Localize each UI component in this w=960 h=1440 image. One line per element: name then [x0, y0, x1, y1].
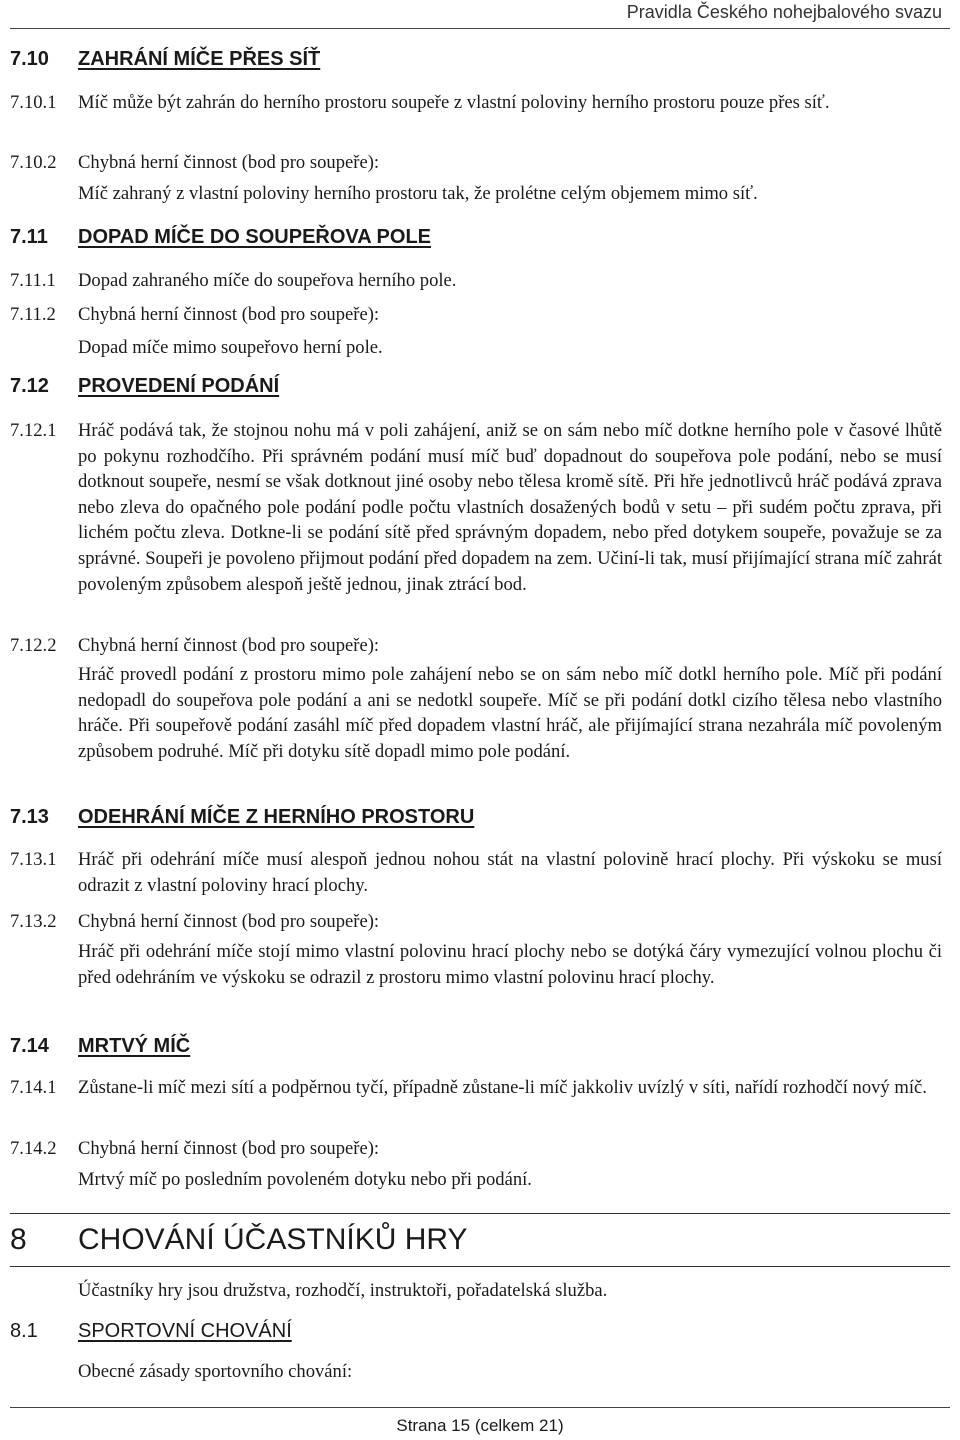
header-rule	[10, 28, 950, 29]
paragraph-number: 7.11.2	[10, 304, 56, 325]
paragraph-number: 7.13.1	[10, 849, 57, 870]
section-number: 7.11	[10, 226, 48, 248]
paragraph-detail: Míč zahraný z vlastní poloviny herního prostoru tak, že prolétne celým objemem mimo síť.	[78, 183, 758, 204]
paragraph-number: 7.14.2	[10, 1138, 57, 1159]
section-heading-7-13	[10, 806, 474, 829]
paragraph-detail: Dopad míče mimo soupeřovo herní pole.	[78, 337, 383, 358]
paragraph-7-13-2	[10, 909, 942, 935]
paragraph-number: 7.13.2	[10, 911, 57, 932]
paragraph-number: 7.14.1	[10, 1077, 57, 1098]
section-number: 7.10	[10, 48, 49, 70]
chapter-number: 8	[10, 1223, 27, 1256]
paragraph-7-13-1	[10, 847, 942, 898]
paragraph-number: 7.12.2	[10, 635, 57, 656]
paragraph-text: Chybná herní činnost (bod pro soupeře):	[78, 911, 380, 932]
paragraph-text: Chybná herní činnost (bod pro soupeře):	[78, 635, 380, 656]
paragraph-text: Dopad zahraného míče do soupeřova herního pole.	[78, 270, 457, 291]
section-title: PROVEDENÍ PODÁNÍ	[78, 375, 280, 397]
section-number: 7.13	[10, 806, 49, 828]
section-number: 8.1	[10, 1320, 38, 1342]
section-title: DOPAD MÍČE DO SOUPEŘOVA POLE	[78, 226, 431, 248]
section-heading-7-10	[10, 48, 320, 71]
chapter-heading-8	[10, 1213, 950, 1267]
section-heading-7-12	[10, 375, 279, 398]
section-title: ZAHRÁNÍ MÍČE PŘES SÍŤ	[78, 48, 321, 70]
footer-rule	[10, 1407, 950, 1408]
section-heading-7-14	[10, 1035, 190, 1058]
paragraph-detail: Hráč provedl podání z prostoru mimo pole zahájení nebo se on sám nebo míč dotkl herního pole. Míč při podání nedopadl do soupeřova pole podání a ani se nedotkl soupeře. Míč se při podání dotkl cizího tělesa nebo vlastního hráče. Při soupeřově podání zasáhl míč před dopadem vlastní hráč, ale přijímající strana nezahrála míč povoleným způsobem podruhé. Míč při dotyku sítě dopadl mimo pole podání.	[78, 664, 942, 762]
paragraph-text: Chybná herní činnost (bod pro soupeře):	[78, 304, 380, 325]
section-intro: Obecné zásady sportovního chování:	[78, 1361, 353, 1382]
paragraph-7-11-1	[10, 268, 942, 294]
paragraph-number: 7.11.1	[10, 270, 56, 291]
page-number: Strana 15 (celkem 21)	[396, 1416, 564, 1435]
section-number: 7.12	[10, 375, 49, 397]
paragraph-7-14-1	[10, 1075, 942, 1101]
section-number: 7.14	[10, 1035, 49, 1057]
paragraph-detail: Hráč při odehrání míče stojí mimo vlastní polovinu hrací plochy nebo se dotýká čáry vymezující volnou plochu či před odehráním ve výskoku se odrazil z prostoru mimo vlastní polovinu hrací plochy.	[78, 941, 942, 988]
section-title: ODEHRÁNÍ MÍČE Z HERNÍHO PROSTORU	[78, 806, 475, 828]
paragraph-7-12-1	[10, 418, 942, 597]
paragraph-text: Zůstane-li míč mezi sítí a podpěrnou tyčí, případně zůstane-li míč jakkoliv uvízlý v síti, nařídí rozhodčí nový míč.	[78, 1077, 927, 1098]
paragraph-text: Hráč při odehrání míče musí alespoň jednou nohou stát na vlastní polovině hrací plochy. Při výskoku se musí odrazit z vlastní poloviny hrací plochy.	[78, 849, 942, 896]
section-heading-7-11	[10, 226, 431, 249]
paragraph-number: 7.10.2	[10, 152, 57, 173]
paragraph-text: Míč může být zahrán do herního prostoru soupeře z vlastní poloviny herního prostoru pouze přes síť.	[78, 92, 830, 113]
paragraph-detail: Mrtvý míč po posledním povoleném dotyku nebo při podání.	[78, 1169, 532, 1190]
paragraph-number: 7.12.1	[10, 420, 57, 441]
paragraph-7-12-2	[10, 633, 942, 659]
paragraph-text: Chybná herní činnost (bod pro soupeře):	[78, 152, 380, 173]
section-title: SPORTOVNÍ CHOVÁNÍ	[78, 1320, 292, 1342]
paragraph-7-14-2	[10, 1136, 942, 1162]
chapter-intro: Účastníky hry jsou družstva, rozhodčí, instruktoři, pořadatelská služba.	[78, 1280, 608, 1301]
chapter-title: CHOVÁNÍ ÚČASTNÍKŮ HRY	[78, 1223, 468, 1256]
paragraph-7-10-2	[10, 150, 942, 176]
section-heading-8-1	[10, 1320, 292, 1343]
paragraph-text: Hráč podává tak, že stojnou nohu má v poli zahájení, aniž se on sám nebo míč dotkne herního pole v časové lhůtě po pokynu rozhodčího. Při správném podání musí míč buď dopadnout do soupeřova pole podání, nebo se musí dotknout soupeře, nesmí se však dotknout jiné osoby nebo tělesa kromě sítě. Při hře jednotlivců hráč podává zprava nebo zleva do opačného pole podání podle počtu vlastních dosažených bodů v setu – při sudém počtu zprava, při lichém počtu zleva. Dotkne-li se podání sítě před správným dopadem, nebo před dotykem soupeře, považuje se za správné. Soupeři je povoleno přijmout podání před dopadem na zem. Učiní-li tak, musí přijímající strana míč zahrát povoleným způsobem alespoň ještě jednou, jinak ztrácí bod.	[78, 420, 942, 595]
section-title: MRTVÝ MÍČ	[78, 1035, 191, 1057]
paragraph-text: Chybná herní činnost (bod pro soupeře):	[78, 1138, 380, 1159]
paragraph-7-10-1	[10, 90, 942, 116]
running-header: Pravidla Českého nohejbalového svazu	[626, 2, 942, 22]
paragraph-7-11-2	[10, 302, 942, 328]
paragraph-number: 7.10.1	[10, 92, 57, 113]
